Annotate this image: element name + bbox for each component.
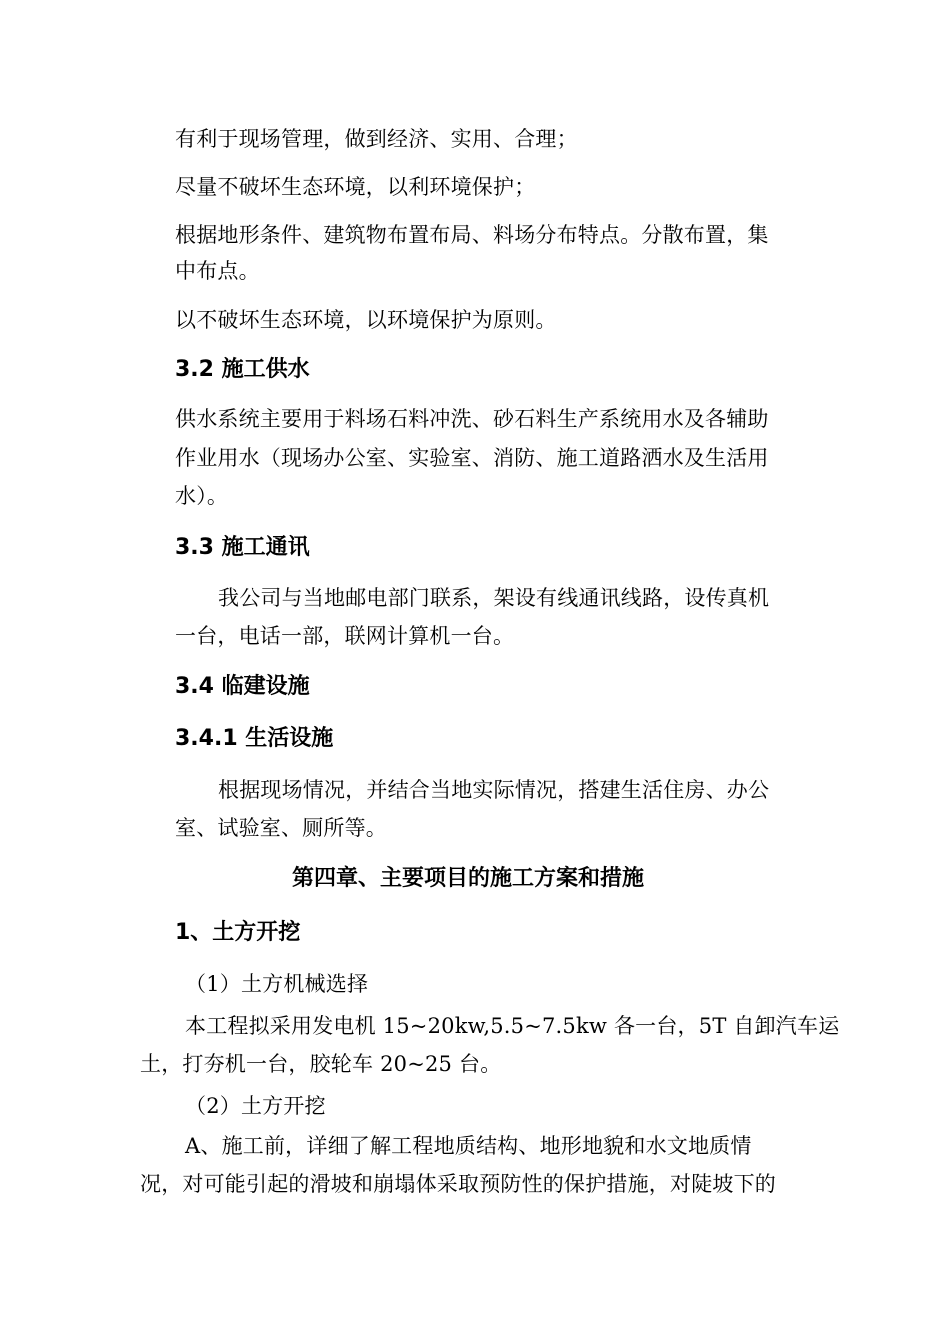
- paragraph-line: 我公司与当地邮电部门联系，架设有线通讯线路，设传真机: [218, 586, 770, 610]
- paragraph-line: 土，打夯机一台，胶轮车 20~25 台。: [140, 1052, 502, 1076]
- subheading: （2）土方开挖: [185, 1094, 326, 1118]
- subheading: （1）土方机械选择: [185, 972, 369, 996]
- paragraph-line: 中布点。: [175, 259, 260, 283]
- paragraph-line: 供水系统主要用于料场石料冲洗、砂石料生产系统用水及各辅助: [175, 407, 769, 431]
- paragraph-line: 根据现场情况，并结合当地实际情况，搭建生活住房、办公: [218, 778, 770, 802]
- paragraph-line: 作业用水（现场办公室、实验室、消防、施工道路洒水及生活用: [175, 446, 769, 470]
- paragraph-line: 室、试验室、厕所等。: [175, 816, 387, 840]
- section-heading-3-4-1: 3.4.1 生活设施: [175, 726, 334, 751]
- paragraph-line: 根据地形条件、建筑物布置布局、料场分布特点。分散布置，集: [175, 223, 769, 247]
- paragraph-line: A、施工前，详细了解工程地质结构、地形地貌和水文地质情: [185, 1134, 752, 1158]
- section-heading-3-4: 3.4 临建设施: [175, 674, 310, 699]
- section-heading-3-2: 3.2 施工供水: [175, 357, 310, 382]
- paragraph-line: 以不破坏生态环境，以环境保护为原则。: [175, 308, 557, 332]
- paragraph-line: 况，对可能引起的滑坡和崩塌体采取预防性的保护措施，对陡坡下的: [140, 1172, 776, 1196]
- paragraph-line: 一台，电话一部，联网计算机一台。: [175, 624, 515, 648]
- chapter-heading: 第四章、主要项目的施工方案和措施: [292, 866, 645, 891]
- section-heading-1: 1、土方开挖: [175, 920, 301, 945]
- paragraph-line: 水）。: [175, 484, 229, 508]
- paragraph-line: 本工程拟采用发电机 15~20kw,5.5~7.5kw 各一台，5T 自卸汽车运: [185, 1014, 840, 1038]
- section-heading-3-3: 3.3 施工通讯: [175, 535, 310, 560]
- paragraph-line: 有利于现场管理，做到经济、实用、合理；: [175, 127, 578, 151]
- paragraph-line: 尽量不破坏生态环境，以利环境保护；: [175, 175, 536, 199]
